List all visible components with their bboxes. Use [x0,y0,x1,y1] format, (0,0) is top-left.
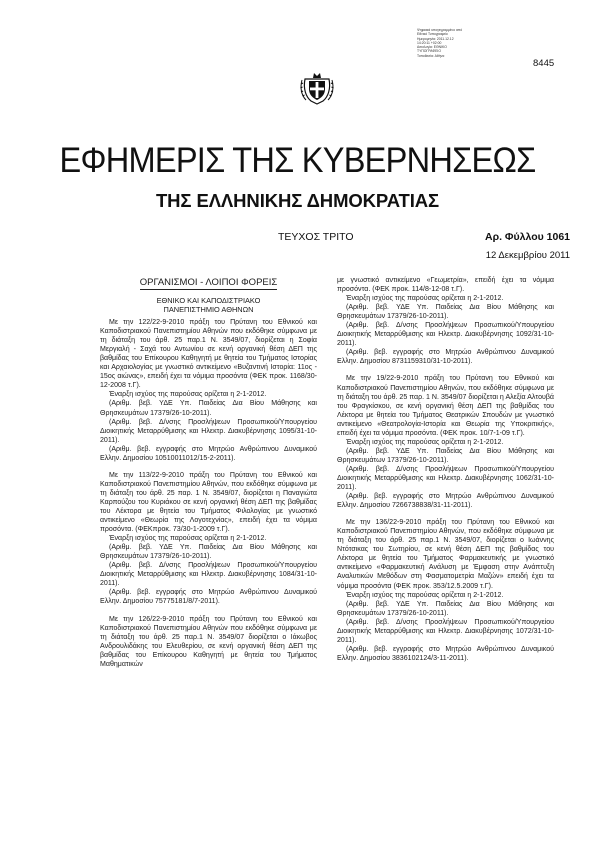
effective-date-line: Έναρξη ισχύος της παρούσας ορίζεται η 2-1-2012. [109,391,267,399]
left-column [100,276,317,669]
decision-paragraph: Με την 122/22-9-2010 πράξη του Πρύτανη του Εθνικού και Καποδιστριακού Πανεπιστημίου Αθηνών που εκδόθηκε σύμφωνα με τη διάταξη του άρθ. 25 παρ.1 Ν. 3549/07, διορίζεται η Σοφία Μεργιαλή - Σαχά του Αντωνίου σε κενή οργανική θέση ΔΕΠ της βαθμίδας του Επίκουρου Καθηγητή με θητεία του Τμήματος Ιστορίας και Αρχαιολογίας με γνωστικό αντικείμενο «Βυζαντινή Ιστορία: 11ος - 15ος αιώνας», επειδή έχει τα νόμιμα προσόντα (ΦΕΚ προκ. 1168/30-12-2008 τ.Γ). [100,319,317,390]
reference-line: (Αριθμ. βεβ. ΥΔΕ Υπ. Παιδείας Δια Βίου Μάθησης και Θρησκευμάτων 17379/26-10-2011). [337,304,554,321]
right-column [337,276,554,663]
gazette-subtitle: ΤΗΣ ΕΛΛΗΝΙΚΗΣ ΔΗΜΟΚΡΑΤΙΑΣ [155,190,440,211]
reference-line: (Αριθμ. βεβ. εγγραφής στο Μητρώο Ανθρώπινου Δυναμικού Ελλην. Δημοσίου 10510011012/15-2-2011). [100,445,317,462]
effective-date-line: Έναρξη ισχύος της παρούσας ορίζεται η 2-1-2012. [109,535,267,543]
reference-line: (Αριθμ. βεβ. εγγραφής στο Μητρώο Ανθρώπινου Δυναμικού Ελλην. Δημοσίου 8731159310/31-10-2011). [337,349,554,366]
institution-heading [100,296,317,314]
decision-paragraph: Με την 136/22-9-2010 πράξη του Πρύτανη του Εθνικού και Καποδιστριακού Πανεπιστημίου Αθηνών, που εκδόθηκε σύμφωνα με τη διάταξη του άρθ. 25 παρ.1 Ν. 3549/07, διορίζεται ο Ιωάννης Ντότσικας του Σωτηρίου, σε κενή θέση ΔΕΠ της βαθμίδας του Λέκτορα με θητεία του Τμήματος Φαρμακευτικής με γνωστικό αντικείμενο «Φαρμακευτική Ανάλυση με Έμφαση στην Ανάπτυξη Αναλυτικών Μεθόδων στη Φασματομετρία Μαζών» επειδή έχει τα νόμιμα προσόντα (ΦΕΚ προκ. 353/12.5.2009 τ.Γ). [337,519,554,590]
decision-paragraph: Με την 126/22-9-2010 πράξη του Πρύτανη του Εθνικού και Καποδιστριακού Πανεπιστημίου Αθηνών που εκδόθηκε σύμφωνα με τη διάταξη του άρθ. 25 παρ.1 Ν. 3549/07 διορίζεται ο Ιάκωβος Ανδρουλιδάκης του Ελευθερίου, σε κενή οργανική θέση ΔΕΠ της βαθμίδας του Επίκουρου Καθηγητή με θητεία του Τμήματος Μαθηματικών [100,615,317,668]
issue-series: ΤΕΥΧΟΣ ΤΡΙΤΟ [278,231,354,243]
reference-line: (Αριθμ. βεβ. Δ/νσης Προσλήψεων Προσωπικού/Υπουργείου Διοικητικής Μεταρρύθμισης και Ηλεκτρ. Διακυβέρνησης 1095/31-10-2011). [100,418,317,444]
reference-line: (Αριθμ. βεβ. εγγραφής στο Μητρώο Ανθρώπινου Δυναμικού Ελλην. Δημοσίου 75775181/8/7-2011). [100,589,317,606]
effective-date-line: Έναρξη ισχύος της παρούσας ορίζεται η 2-1-2012. [346,591,504,599]
sheet-number: Αρ. Φύλλου 1061 [485,231,570,243]
stamp-line: 14:20:11 +02:00 [417,40,442,45]
decision-continuation: με γνωστικό αντικείμενο «Γεωμετρία», επειδή έχει τα νόμιμα προσόντα. (ΦΕΚ προκ. 114/8-12-08 τ.Γ). [337,277,554,294]
reference-line: (Αριθμ. βεβ. ΥΔΕ Υπ. Παιδείας Δια Βίου Μάθησης και Θρησκευμάτων 17379/26-10-2011). [337,600,554,617]
reference-line: (Αριθμ. βεβ. εγγραφής στο Μητρώο Ανθρώπινου Δυναμικού Ελλην. Δημοσίου 7266738838/31-11-2011). [337,493,554,510]
stamp-line: Ημερομηνία: 2011.12.12 [417,36,454,41]
stamp-line: Τοποθεσία: Αθήνα [417,53,445,58]
stamp-line: Ψηφιακά υπογεγραμμένο από [417,28,463,32]
section-heading [100,278,317,287]
decision-paragraph: Με την 19/22-9-2010 πράξη του Πρύτανη του Εθνικού και Καποδιστριακού Πανεπιστημίου Αθηνών, που εκδόθηκε σύμφωνα με τη διάταξη του άρθ. 25 παρ. 1 Ν. 3549/07 διορίζεται η Αλεξία Αλτουβά του Φραγκίσκου, σε κενή οργανική θέση ΔΕΠ της βαθμίδας του Λέκτορα με θητεία του Τμήματος Θεατρικών Σπουδών με γνωστικό αντικείμενο «Θεατρολογία-Ιστορία και Θεωρία της Υποκριτικής», επειδή έχει τα νόμιμα προσόντα. (ΦΕΚ προκ. 10/7-1-09 τ.Γ). [337,375,554,437]
effective-date-line: Έναρξη ισχύος της παρούσας ορίζεται η 2-1-2012. [346,295,504,303]
digital-signature-stamp [417,28,475,58]
effective-date-line: Έναρξη ισχύος της παρούσας ορίζεται η 2-1-2012. [346,438,504,446]
reference-line: (Αριθμ. βεβ. ΥΔΕ Υπ. Παιδείας Δια Βίου Μάθησης και Θρησκευμάτων 17379/26-10-2011). [337,447,554,464]
reference-line: (Αριθμ. βεβ. Δ/νσης Προσλήψεων Προσωπικού/Υπουργείου Διοικητικής Μεταρρύθμισης και Ηλεκτρ. Διακυβέρνησης 1092/31-10-2011). [337,322,554,348]
stamp-line: ΤΥΠΟΓΡΑΦΕΙΟ [417,49,442,54]
page-number: 8445 [533,58,555,69]
institution-line: ΕΘΝΙΚΟ ΚΑΙ ΚΑΠΟΔΙΣΤΡΙΑΚΟ [156,296,261,306]
reference-line: (Αριθμ. βεβ. Δ/νσης Προσλήψεων Προσωπικού/Υπουργείου Διοικητικής Μεταρρύθμισης και Ηλεκτρ. Διακυβέρνησης 1062/31-10-2011). [337,465,554,492]
stamp-line: Εθνικό Τυπογραφείο [417,32,448,37]
decision-paragraph: Με την 113/22-9-2010 πράξη του Πρύτανη του Εθνικού και Καποδιστριακού Πανεπιστημίου Αθηνών, που εκδόθηκε σύμφωνα με τη διάταξη του άρθ. 25 παρ. 1 Ν. 3549/07, διορίζεται η Παναγιώτα Καρπούζου του Κυριάκου σε κενή οργανική θέση ΔΕΠ της βαθμίδας του Λέκτορα με θητεία του Τμήματος Φιλολογίας με γνωστικό αντικείμενο «Θεωρία της Λογοτεχνίας», επειδή έχει τα νόμιμα προσόντα. (ΦΕΚπροκ. 73/30-1-2009 τ.Γ). [100,471,317,534]
reference-line: (Αριθμ. βεβ. Δ/νσης Προσλήψεων Προσωπικού/Υπουργείου Διοικητικής Μεταρρύθμισης και Ηλεκτρ. Διακυβέρνησης 1084/31-10-2011). [100,562,317,588]
gazette-title: ΕΦΗΜΕΡΙΣ ΤΗΣ ΚΥΒΕΡΝΗΣΕΩΣ [59,141,536,180]
section-heading-text: ΟΡΓΑΝΙΣΜΟΙ - ΛΟΙΠΟΙ ΦΟΡΕΙΣ [139,277,278,288]
issue-row [278,231,570,245]
stamp-line: Αιτιολογία: ΕΘΝΙΚΟ [417,45,447,50]
reference-line: (Αριθμ. βεβ. ΥΔΕ Υπ. Παιδείας Δια Βίου Μάθησης και Θρησκευμάτων 17379/26-10-2011). [100,544,317,561]
institution-line: ΠΑΝΕΠΙΣΤΗΜΙΟ ΑΘΗΝΩΝ [163,305,254,315]
reference-line: (Αριθμ. βεβ. Δ/νσης Προσλήψεων Προσωπικού/Υπουργείου Διοικητικής Μεταρρύθμισης και Ηλεκτρ. Διακυβέρνησης 1072/31-10-2011). [337,618,554,644]
issue-date: 12 Δεκεμβρίου 2011 [485,250,570,261]
reference-line: (Αριθμ. βεβ. ΥΔΕ Υπ. Παιδείας Δια Βίου Μάθησης και Θρησκευμάτων 17379/26-10-2011). [100,400,317,417]
reference-line: (Αριθμ. βεβ. εγγραφής στο Μητρώο Ανθρώπινου Δυναμικού Ελλην. Δημοσίου 3836102124/3-11-2011). [337,645,554,662]
greek-coat-of-arms-icon [297,67,337,107]
